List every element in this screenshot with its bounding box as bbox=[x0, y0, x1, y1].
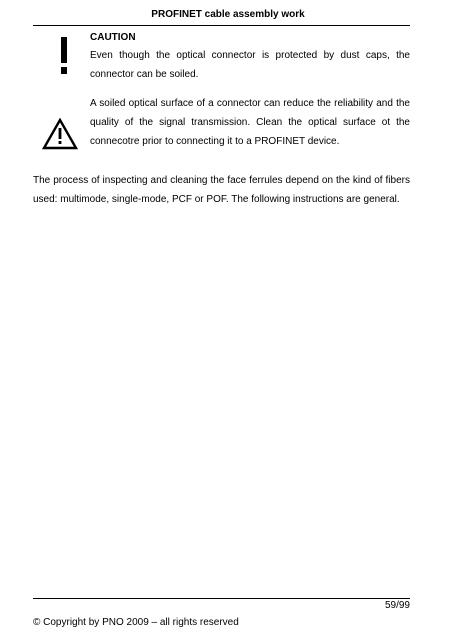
page-number: 59/99 bbox=[384, 600, 410, 611]
warning-text: A soiled optical surface of a connector can reduce the reliability and the quality of the signal transmission. Clean the optical surface ot the connecotre prior to connecting it to a PROFINET device. bbox=[90, 98, 410, 147]
caution-text: Even though the optical connector is protected by dust caps, the connector can be soiled. bbox=[90, 50, 410, 80]
caution-label: CAUTION bbox=[90, 32, 136, 43]
footer-divider bbox=[33, 598, 410, 599]
exclamation-icon bbox=[56, 36, 72, 76]
copyright-text: © Copyright by PNO 2009 – all rights reserved bbox=[33, 617, 239, 628]
header-divider bbox=[33, 25, 410, 26]
process-paragraph: The process of inspecting and cleaning the face ferrules depend on the kind of fibers used: multimode, single-mode, PCF or POF. The following instructions are general. bbox=[33, 175, 410, 205]
warning-triangle-icon bbox=[41, 117, 79, 151]
header-title: PROFINET cable assembly work bbox=[151, 9, 305, 20]
